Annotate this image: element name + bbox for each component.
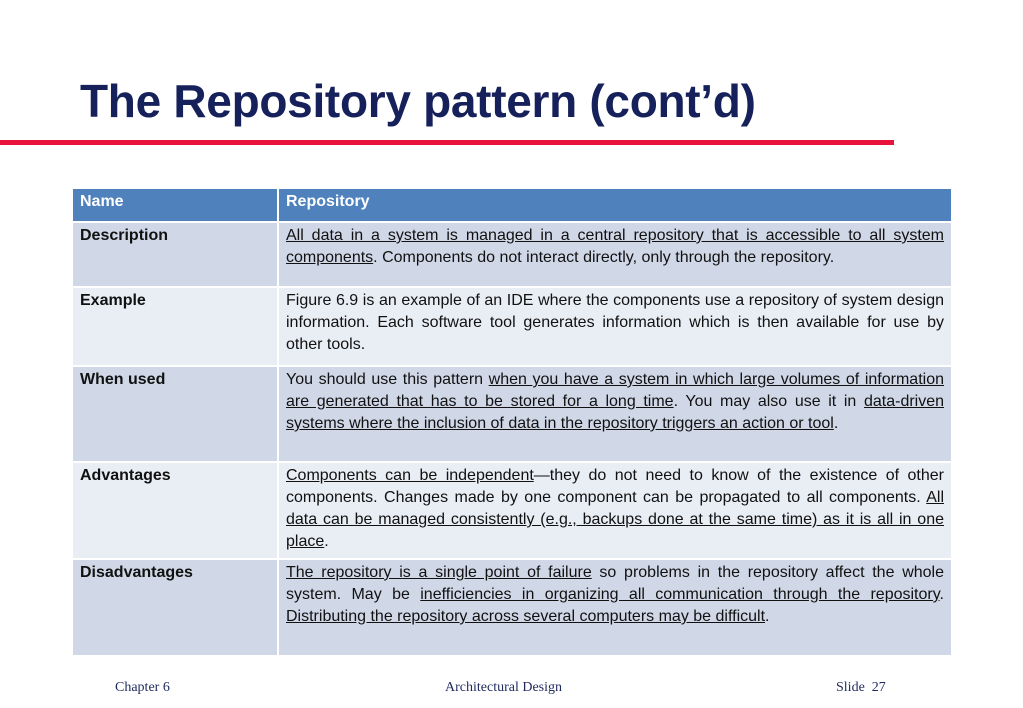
slide-title: The Repository pattern (cont’d) — [80, 75, 756, 127]
row-text-segment: inefficiencies in organizing all communication through the repository — [420, 586, 940, 603]
row-label: Example — [72, 287, 278, 366]
row-text — [278, 222, 952, 287]
row-text-segment: —they do not need to know of the existence of other components. Changes made by one component can be propagated to all components. — [286, 467, 945, 506]
table-row-advantages — [72, 462, 952, 559]
row-label: When used — [72, 366, 278, 462]
row-text-segment: when you have a system in which large volumes of information are generated that has to be stored for a long time — [286, 371, 944, 410]
table-row-example — [72, 287, 952, 366]
row-text-segment: Figure 6.9 is an example of an IDE where the components use a repository of system design information. Each software tool generates information which is then available for use by other tools. — [286, 292, 944, 353]
row-label: Advantages — [72, 462, 278, 559]
footer-slide-number: Slide 27 — [836, 680, 886, 695]
row-text-segment: . You may also use it in — [673, 393, 864, 410]
row-text-segment: . — [765, 608, 770, 625]
row-label: Disadvantages — [72, 559, 278, 656]
row-text — [278, 462, 952, 559]
row-text — [278, 287, 952, 366]
row-text-segment: . — [833, 415, 839, 432]
row-text — [278, 366, 952, 462]
table-row-when-used — [72, 366, 952, 462]
row-text-segment: You should use this pattern — [286, 371, 489, 388]
header-name-cell: Name — [72, 188, 278, 222]
row-label: Description — [72, 222, 278, 287]
title-underline — [0, 140, 894, 145]
pattern-table — [71, 187, 953, 657]
row-text-segment: . — [939, 586, 944, 603]
row-text-segment: All data in a system is managed in a central repository that is accessible to all system components — [286, 227, 944, 266]
footer-chapter: Chapter 6 — [115, 680, 170, 695]
table-row-description — [72, 222, 952, 287]
table-row-disadvantages — [72, 559, 952, 656]
row-text-segment: so problems in the repository affect the whole system. May be — [286, 564, 944, 603]
row-text-segment: . Components do not interact directly, only through the repository. — [373, 249, 835, 266]
row-text-segment: data-driven systems where the inclusion of data in the repository triggers an action or tool — [286, 393, 945, 432]
table-header-row — [72, 188, 952, 222]
row-text-segment: The repository is a single point of failure — [286, 564, 592, 581]
header-value-cell: Repository — [278, 188, 952, 222]
row-text-segment: Components can be independent — [286, 467, 534, 484]
row-text-segment: . — [324, 533, 329, 550]
row-text — [278, 559, 952, 656]
row-text-segment: Distributing the repository across several computers may be difficult — [286, 608, 766, 625]
row-text-segment: All data can be managed consistently (e.g., backups done at the same time) as it is all in one place — [286, 489, 944, 550]
footer-title: Architectural Design — [445, 680, 563, 695]
